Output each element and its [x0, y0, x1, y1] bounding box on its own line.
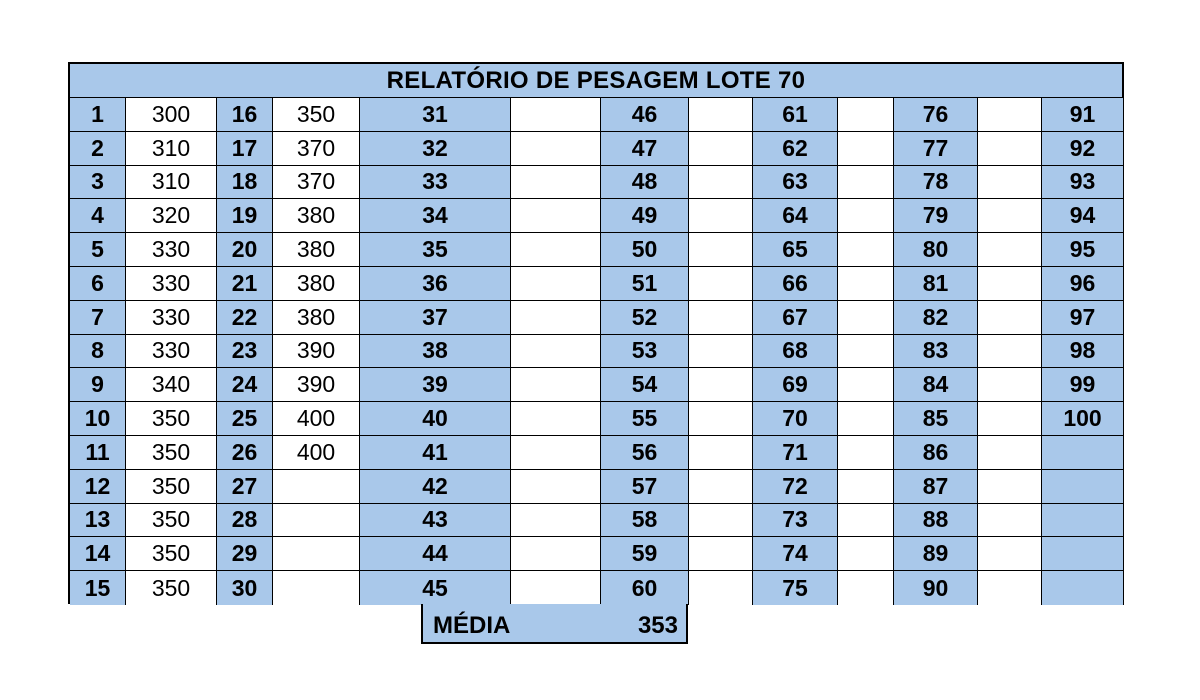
entry-number: 29	[217, 537, 273, 571]
weight-value	[978, 470, 1042, 504]
entry-number: 41	[360, 436, 511, 470]
weight-value: 330	[126, 301, 217, 335]
entry-number: 65	[753, 233, 838, 267]
weight-value: 370	[273, 166, 360, 200]
weight-value	[978, 436, 1042, 470]
weight-value	[511, 537, 601, 571]
weight-value: 390	[273, 335, 360, 369]
entry-number: 30	[217, 571, 273, 605]
entry-number: 73	[753, 504, 838, 538]
entry-number: 72	[753, 470, 838, 504]
weight-value	[511, 402, 601, 436]
entry-number: 95	[1042, 233, 1124, 267]
weight-value	[838, 199, 894, 233]
entry-number: 84	[894, 368, 978, 402]
entry-number: 89	[894, 537, 978, 571]
entry-number: 74	[753, 537, 838, 571]
weight-value	[978, 335, 1042, 369]
weight-value	[838, 267, 894, 301]
entry-number: 45	[360, 571, 511, 605]
weight-value	[978, 504, 1042, 538]
entry-number: 82	[894, 301, 978, 335]
entry-number: 80	[894, 233, 978, 267]
entry-number: 25	[217, 402, 273, 436]
weight-value	[978, 537, 1042, 571]
weight-value	[838, 504, 894, 538]
weight-value	[978, 132, 1042, 166]
weight-value: 310	[126, 132, 217, 166]
entry-number: 77	[894, 132, 978, 166]
weight-value	[689, 470, 753, 504]
weight-value: 350	[126, 436, 217, 470]
weight-value	[689, 537, 753, 571]
entry-number: 47	[601, 132, 689, 166]
entry-number: 60	[601, 571, 689, 605]
weight-value: 350	[126, 537, 217, 571]
weight-value	[978, 166, 1042, 200]
weight-value: 320	[126, 199, 217, 233]
entry-number: 44	[360, 537, 511, 571]
entry-number: 69	[753, 368, 838, 402]
weight-value: 380	[273, 233, 360, 267]
average-value: 353	[637, 612, 678, 639]
entry-number: 75	[753, 571, 838, 605]
weight-value	[838, 402, 894, 436]
empty-number-cell	[1042, 571, 1124, 605]
weight-value: 380	[273, 267, 360, 301]
entry-number: 56	[601, 436, 689, 470]
weight-value: 380	[273, 301, 360, 335]
entry-number: 36	[360, 267, 511, 301]
entry-number: 16	[217, 98, 273, 132]
entry-number: 7	[70, 301, 126, 335]
weight-value	[511, 571, 601, 605]
weight-value: 330	[126, 267, 217, 301]
weight-value	[511, 166, 601, 200]
entry-number: 91	[1042, 98, 1124, 132]
weight-value	[689, 199, 753, 233]
report-title: RELATÓRIO DE PESAGEM LOTE 70	[70, 64, 1122, 98]
entry-number: 6	[70, 267, 126, 301]
weight-value: 400	[273, 402, 360, 436]
weight-value	[838, 470, 894, 504]
entry-number: 39	[360, 368, 511, 402]
entry-number: 19	[217, 199, 273, 233]
weight-value	[689, 504, 753, 538]
weight-value	[511, 301, 601, 335]
entry-number: 28	[217, 504, 273, 538]
entry-number: 23	[217, 335, 273, 369]
weight-value	[511, 233, 601, 267]
entry-number: 85	[894, 402, 978, 436]
entry-number: 24	[217, 368, 273, 402]
weight-value: 310	[126, 166, 217, 200]
average-label: MÉDIA	[433, 612, 511, 639]
weight-value	[838, 436, 894, 470]
entry-number: 35	[360, 233, 511, 267]
weight-value	[511, 335, 601, 369]
weighing-report-table	[68, 62, 1124, 604]
entry-number: 87	[894, 470, 978, 504]
entry-number: 54	[601, 368, 689, 402]
weight-value	[689, 267, 753, 301]
entry-number: 93	[1042, 166, 1124, 200]
entry-number: 22	[217, 301, 273, 335]
entry-number: 66	[753, 267, 838, 301]
empty-number-cell	[1042, 537, 1124, 571]
entry-number: 32	[360, 132, 511, 166]
empty-number-cell	[1042, 436, 1124, 470]
entry-number: 88	[894, 504, 978, 538]
entry-number: 40	[360, 402, 511, 436]
entry-number: 76	[894, 98, 978, 132]
weight-value	[838, 368, 894, 402]
entry-number: 11	[70, 436, 126, 470]
weight-value	[978, 233, 1042, 267]
entry-number: 53	[601, 335, 689, 369]
entry-number: 2	[70, 132, 126, 166]
weight-value: 370	[273, 132, 360, 166]
entry-number: 70	[753, 402, 838, 436]
weight-value	[838, 335, 894, 369]
weight-value	[838, 301, 894, 335]
entry-number: 81	[894, 267, 978, 301]
weight-value	[511, 436, 601, 470]
entry-number: 59	[601, 537, 689, 571]
weight-value: 400	[273, 436, 360, 470]
weight-value: 330	[126, 335, 217, 369]
entry-number: 1	[70, 98, 126, 132]
entry-number: 27	[217, 470, 273, 504]
weight-value	[978, 402, 1042, 436]
weight-value	[978, 301, 1042, 335]
weight-value	[978, 199, 1042, 233]
weight-value	[838, 233, 894, 267]
entry-number: 83	[894, 335, 978, 369]
weight-value: 380	[273, 199, 360, 233]
entry-number: 71	[753, 436, 838, 470]
entry-number: 46	[601, 98, 689, 132]
empty-number-cell	[1042, 470, 1124, 504]
entry-number: 38	[360, 335, 511, 369]
entry-number: 12	[70, 470, 126, 504]
entry-number: 51	[601, 267, 689, 301]
entry-number: 34	[360, 199, 511, 233]
entry-number: 64	[753, 199, 838, 233]
entry-number: 62	[753, 132, 838, 166]
entry-number: 97	[1042, 301, 1124, 335]
weight-value	[838, 571, 894, 605]
entry-number: 42	[360, 470, 511, 504]
weight-value	[689, 436, 753, 470]
weight-value	[838, 98, 894, 132]
weight-value	[273, 571, 360, 605]
entry-number: 37	[360, 301, 511, 335]
entry-number: 31	[360, 98, 511, 132]
entry-number: 18	[217, 166, 273, 200]
entry-number: 55	[601, 402, 689, 436]
weight-value	[689, 368, 753, 402]
entry-number: 99	[1042, 368, 1124, 402]
entry-number: 90	[894, 571, 978, 605]
weight-value	[511, 199, 601, 233]
entry-number: 13	[70, 504, 126, 538]
entry-number: 100	[1042, 402, 1124, 436]
weight-value: 350	[273, 98, 360, 132]
weight-value	[838, 166, 894, 200]
entry-number: 52	[601, 301, 689, 335]
entry-number: 15	[70, 571, 126, 605]
weight-value	[511, 132, 601, 166]
entry-number: 78	[894, 166, 978, 200]
entry-number: 79	[894, 199, 978, 233]
entry-number: 33	[360, 166, 511, 200]
entry-number: 67	[753, 301, 838, 335]
entry-number: 58	[601, 504, 689, 538]
entry-number: 3	[70, 166, 126, 200]
weight-value: 350	[126, 504, 217, 538]
entry-number: 20	[217, 233, 273, 267]
weight-value	[273, 470, 360, 504]
entry-number: 68	[753, 335, 838, 369]
entry-number: 94	[1042, 199, 1124, 233]
weight-value	[838, 132, 894, 166]
entry-number: 10	[70, 402, 126, 436]
weight-value	[511, 470, 601, 504]
weight-value	[689, 301, 753, 335]
weight-value	[978, 368, 1042, 402]
weight-value	[273, 504, 360, 538]
weight-value	[511, 504, 601, 538]
weight-value: 330	[126, 233, 217, 267]
empty-number-cell	[1042, 504, 1124, 538]
entry-number: 63	[753, 166, 838, 200]
weight-value: 300	[126, 98, 217, 132]
entry-number: 17	[217, 132, 273, 166]
weight-value	[689, 98, 753, 132]
entry-number: 48	[601, 166, 689, 200]
weight-value	[838, 537, 894, 571]
entry-number: 26	[217, 436, 273, 470]
entry-number: 50	[601, 233, 689, 267]
weight-value	[978, 571, 1042, 605]
weight-value: 350	[126, 571, 217, 605]
average-box	[421, 604, 688, 644]
weight-value	[511, 98, 601, 132]
weight-value: 350	[126, 402, 217, 436]
weight-value	[689, 335, 753, 369]
weight-value: 350	[126, 470, 217, 504]
entry-number: 8	[70, 335, 126, 369]
entry-number: 9	[70, 368, 126, 402]
weight-value	[273, 537, 360, 571]
weight-value	[689, 166, 753, 200]
entry-number: 21	[217, 267, 273, 301]
entry-number: 4	[70, 199, 126, 233]
entry-number: 43	[360, 504, 511, 538]
weight-value	[978, 98, 1042, 132]
weight-value: 390	[273, 368, 360, 402]
weight-value	[511, 368, 601, 402]
weight-value	[689, 132, 753, 166]
weight-value	[511, 267, 601, 301]
entry-number: 57	[601, 470, 689, 504]
weight-value: 340	[126, 368, 217, 402]
entry-number: 61	[753, 98, 838, 132]
entry-number: 96	[1042, 267, 1124, 301]
entry-number: 92	[1042, 132, 1124, 166]
weight-value	[978, 267, 1042, 301]
entry-number: 98	[1042, 335, 1124, 369]
weight-value	[689, 571, 753, 605]
weight-value	[689, 402, 753, 436]
entry-number: 86	[894, 436, 978, 470]
entry-number: 49	[601, 199, 689, 233]
entry-number: 5	[70, 233, 126, 267]
weight-value	[689, 233, 753, 267]
entry-number: 14	[70, 537, 126, 571]
